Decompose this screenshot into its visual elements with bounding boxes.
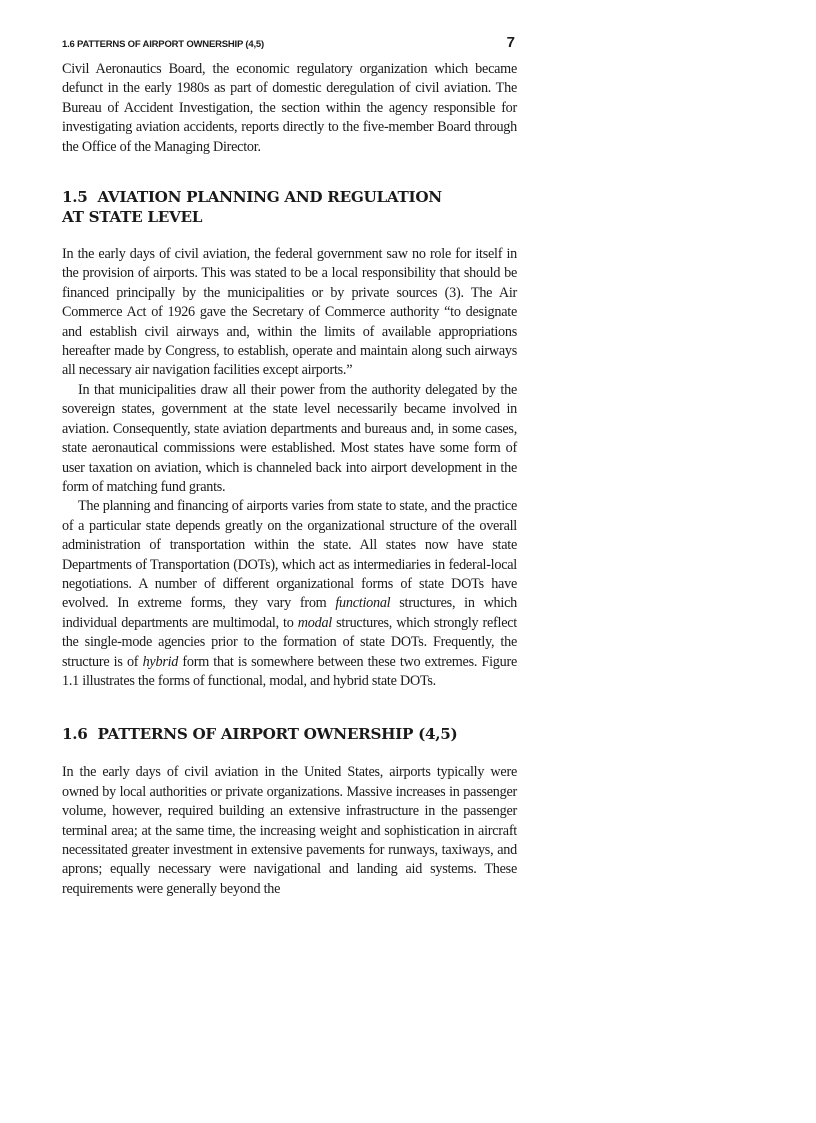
- text-run: structures, which strongly reflect the single-mode agencies prior to the formation of state DOTs. Frequently, the structure is of: [62, 614, 517, 670]
- book-page: [62, 34, 517, 899]
- text-run: form that is somewhere between these two extremes. Figure 1.1 illustrates the forms of functional, modal, and hybrid state DOTs.: [62, 653, 517, 689]
- paragraph: [62, 497, 517, 691]
- paragraph: In the early days of civil aviation in the United States, airports typically were owned by local authorities or private organizations. Massive increases in passenger volume, however, required building an extensive infrastructure in the passenger terminal area; at the same time, the increasing weight and sophistication in aircraft necessitated greater investment in extensive pavements for runways, taxiways, and aprons; equally necessary were navigational and landing aid systems. These requirements were generally beyond the: [62, 764, 517, 897]
- emphasis-modal: modal: [297, 614, 332, 631]
- running-title: 1.6 PATTERNS OF AIRPORT OWNERSHIP (4,5): [62, 39, 264, 50]
- text-run: The planning and financing of airports varies from state to state, and the practice of a particular state depends greatly on the organizational structure of the overall administration of transportation within the state. All states now have state Departments of Transportation (DOTs), which act as intermediaries in federal-local negotiations. A number of different organizational forms of state DOTs have evolved. In extreme forms, they vary from: [62, 498, 517, 612]
- paragraph: In the early days of civil aviation, the federal government saw no role for itself in the provision of airports. This was stated to be a local responsibility that should be financed principally by the municipalities or by private sources (3). The Air Commerce Act of 1926 gave the Secretary of Commerce authority “to designate and establish civil airways and, within the limits of available appropriations hereafter made by Congress, to establish, operate and maintain along such airways all necessary air navigation facilities except airports.”: [62, 246, 517, 379]
- section-number: 1.6: [62, 725, 88, 744]
- emphasis-hybrid: hybrid: [142, 653, 179, 670]
- paragraph: In that municipalities draw all their power from the authority delegated by the sovereign states, government at the state level necessarily became involved in aviation. Consequently, state aviation departments and bureaus and, in some cases, state aeronautical commissions were established. Most states have some form of user taxation on aviation, which is channeled back into airport development in the form of matching fund grants.: [62, 381, 517, 495]
- text-run: structures, in which individual departments are multimodal, to: [62, 595, 517, 631]
- intro-paragraph: Civil Aeronautics Board, the economic regulatory organization which became defunct in the early 1980s as part of domestic deregulation of civil aviation. The Bureau of Accident Investigation, the section within the agency responsible for investigating aviation accidents, reports directly to the five-member Board through the Office of the Managing Director.: [62, 61, 517, 155]
- running-header: [62, 34, 517, 60]
- section-heading-1-5: [62, 187, 462, 227]
- section-heading-1-6: [62, 724, 517, 744]
- section-title: PATTERNS OF AIRPORT OWNERSHIP (4,5): [97, 725, 458, 744]
- section-number: 1.5: [62, 188, 88, 207]
- section-title: AVIATION PLANNING AND REGULATION AT STATE LEVEL: [62, 188, 442, 227]
- emphasis-functional: functional: [335, 595, 391, 612]
- page-number: 7: [506, 34, 515, 51]
